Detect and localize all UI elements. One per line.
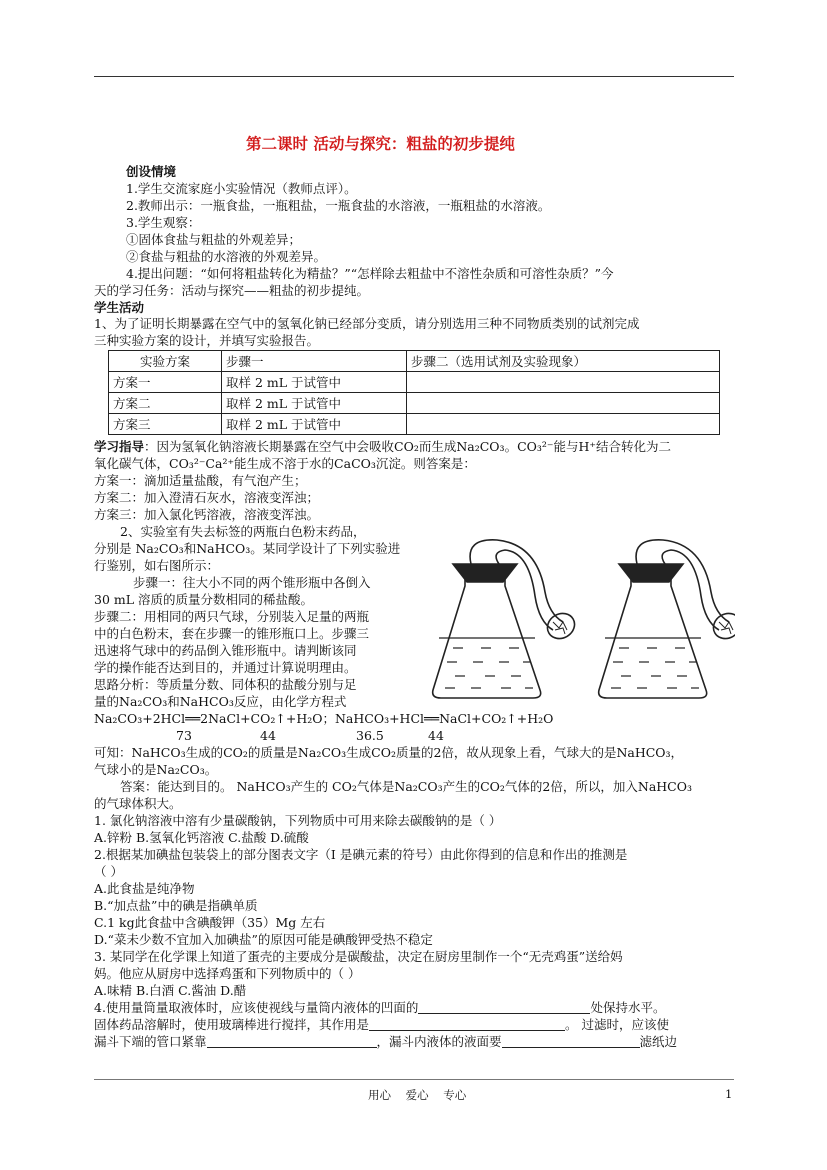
table-cell[interactable] bbox=[407, 414, 720, 435]
table-cell: 方案三 bbox=[109, 414, 222, 435]
chemical-equation: Na₂CO₃+2HCl══2NaCl+CO₂↑+H₂O；NaHCO₃+HCl══NaCl+CO₂↑+H₂O bbox=[94, 711, 554, 726]
question-2-line: 步骤一：往大小不同的两个锥形瓶中各倒入 bbox=[133, 575, 371, 590]
table-cell: 方案二 bbox=[109, 393, 222, 414]
equation-number: 44 bbox=[428, 728, 444, 743]
question-2-line: 迅速将气球中的药品倒入锥形瓶中。请判断该同 bbox=[94, 643, 357, 658]
mc-line: 3. 某同学在化学课上知道了蛋壳的主要成分是碳酸盐，决定在厨房里制作一个“无壳鸡蛋”送给妈 bbox=[94, 949, 623, 964]
flask-right bbox=[599, 540, 735, 698]
page-number: 1 bbox=[725, 1087, 733, 1101]
scenario-line-4: ①固体食盐与粗盐的外观差异； bbox=[126, 232, 302, 247]
question-2-line: 2、实验室有失去标签的两瓶白色粉末药品， bbox=[120, 524, 366, 539]
table-cell: 方案一 bbox=[109, 372, 222, 393]
mc-line: B.“加点盐”中的碘是指碘单质 bbox=[94, 898, 258, 913]
conclusion-line: 答案：能达到目的。 NaHCO₃产生的 CO₂气体是Na₂CO₃产生的CO₂气体的2倍，所以，加入NaHCO₃ bbox=[120, 779, 692, 794]
fill-text: 固体药品溶解时，使用玻璃棒进行搅拌，其作用是 bbox=[94, 1017, 370, 1032]
scenario-line-5: ②食盐与粗盐的水溶液的外观差异。 bbox=[126, 249, 327, 264]
equation-number: 44 bbox=[260, 728, 276, 743]
question-2-line: 行鉴别，如右图所示： bbox=[94, 558, 220, 573]
table-row bbox=[109, 414, 720, 435]
table-row bbox=[109, 372, 720, 393]
fill-text: ，漏斗内液体的液面要 bbox=[376, 1034, 502, 1049]
mc-line: C.1 kg此食盐中含碘酸钾（35）Mg 左右 bbox=[94, 915, 326, 930]
mc-line: D.“菜未少数不宜加入加碘盐”的原因可能是碘酸钾受热不稳定 bbox=[94, 932, 433, 947]
scenario-line-2: 2.教师出示：一瓶食盐，一瓶粗盐，一瓶食盐的水溶液，一瓶粗盐的水溶液。 bbox=[126, 198, 551, 213]
scenario-line-6: 4.提出问题：“如何将粗盐转化为精盐？”“怎样除去粗盐中不溶性杂质和可溶性杂质？”今 bbox=[126, 266, 614, 281]
question-2-line: 量的Na₂CO₃和NaHCO₃反应，由化学方程式 bbox=[94, 694, 347, 709]
fill-line-3 bbox=[94, 1033, 677, 1050]
question-2-line: 学的操作能否达到目的，并通过计算说明理由。 bbox=[94, 660, 357, 675]
fill-blank[interactable] bbox=[502, 1034, 640, 1048]
question-1-line-1: 1、为了证明长期暴露在空气中的氢氧化钠已经部分变质，请分别选用三种不同物质类别的试剂完成 bbox=[94, 316, 640, 331]
mc-line: 1. 氯化钠溶液中溶有少量碳酸钠，下列物质中可用来除去碳酸钠的是（ ） bbox=[94, 813, 502, 828]
fill-text: 处保持水平。 bbox=[590, 1000, 666, 1015]
fill-text: 4.使用量筒量取液体时，应该使视线与量筒内液体的凹面的 bbox=[94, 1000, 419, 1015]
question-2-line: 分别是 Na₂CO₃和NaHCO₃。某同学设计了下列实验进 bbox=[94, 541, 401, 556]
equation-number: 36.5 bbox=[356, 728, 384, 743]
table-cell[interactable] bbox=[407, 372, 720, 393]
flask-left bbox=[433, 540, 579, 698]
mc-line: A.味精 B.白酒 C.酱油 D.醋 bbox=[94, 983, 247, 998]
question-2-line: 中的白色粉末，套在步骤一的锥形瓶口上。步骤三 bbox=[94, 626, 370, 641]
table-header-row bbox=[109, 351, 720, 372]
fill-text: 滤纸边 bbox=[639, 1034, 678, 1049]
scenario-line-1: 1.学生交流家庭小实验情况（教师点评）。 bbox=[126, 181, 357, 196]
table-header-cell: 实验方案 bbox=[109, 351, 222, 372]
conclusion-line: 气球小的是Na₂CO₃。 bbox=[94, 762, 218, 777]
flask-balloon-figure bbox=[425, 530, 735, 710]
table-cell: 取样 2 mL 于试管中 bbox=[222, 414, 407, 435]
equation-number: 73 bbox=[176, 728, 192, 743]
guide-label: 学习指导 bbox=[94, 439, 145, 454]
footer-motto: 用心 爱心 专心 bbox=[368, 1088, 467, 1102]
guide-line-1 bbox=[94, 438, 671, 455]
fill-text: 。 过滤时，应该使 bbox=[565, 1017, 669, 1032]
mc-line: 妈。他应从厨房中选择鸡蛋和下列物质中的（ ） bbox=[94, 966, 361, 981]
section-heading-scenario: 创设情境 bbox=[126, 164, 177, 179]
fill-blank[interactable] bbox=[418, 1000, 590, 1014]
answer-1: 方案一：滴加适量盐酸，有气泡产生； bbox=[94, 473, 307, 488]
mc-line: A.锌粉 B.氢氧化钙溶液 C.盐酸 D.硫酸 bbox=[94, 830, 309, 845]
table-cell: 取样 2 mL 于试管中 bbox=[222, 393, 407, 414]
scenario-line-7: 天的学习任务：活动与探究——粗盐的初步提纯。 bbox=[94, 283, 370, 298]
conclusion-line: 可知：NaHCO₃生成的CO₂的质量是Na₂CO₃生成CO₂质量的2倍，故从现象上看，气球大的是NaHCO₃， bbox=[94, 745, 684, 760]
fill-line-2 bbox=[94, 1016, 669, 1033]
question-2-line: 30 mL 溶质的质量分数相同的稀盐酸。 bbox=[94, 592, 314, 607]
mc-line: （ ） bbox=[94, 864, 123, 879]
fill-text: 漏斗下端的管口紧靠 bbox=[94, 1034, 207, 1049]
fill-blank[interactable] bbox=[369, 1017, 565, 1031]
table-header-cell: 步骤二（选用试剂及实验现象） bbox=[407, 351, 720, 372]
answer-3: 方案三：加入氯化钙溶液，溶液变浑浊。 bbox=[94, 507, 320, 522]
header-rule bbox=[94, 76, 734, 77]
footer-rule bbox=[94, 1079, 734, 1080]
guide-line-2: 氧化碳气体，CO₃²⁻Ca²⁺能生成不溶于水的CaCO₃沉淀。则答案是： bbox=[94, 456, 476, 471]
table-cell: 取样 2 mL 于试管中 bbox=[222, 372, 407, 393]
fill-blank[interactable] bbox=[207, 1034, 377, 1048]
question-2-line: 思路分析：等质量分数、同体积的盐酸分别与足 bbox=[94, 677, 357, 692]
scenario-line-3: 3.学生观察： bbox=[126, 215, 201, 230]
conclusion-line: 的气球体积大。 bbox=[94, 796, 182, 811]
section-heading-activity: 学生活动 bbox=[94, 300, 145, 315]
experiment-table bbox=[108, 350, 720, 435]
question-1-line-2: 三种实验方案的设计，并填写实验报告。 bbox=[94, 333, 320, 348]
mc-line: A.此食盐是纯净物 bbox=[94, 881, 195, 896]
answer-2: 方案二：加入澄清石灰水，溶液变浑浊； bbox=[94, 490, 320, 505]
table-header-cell: 步骤一 bbox=[222, 351, 407, 372]
question-2-line: 步骤二：用相同的两只气球，分别装入足量的两瓶 bbox=[94, 609, 370, 624]
fill-line-1 bbox=[94, 999, 665, 1016]
mc-line: 2.根据某加碘盐包装袋上的部分图表文字（I 是碘元素的符号）由此你得到的信息和作出的推测是 bbox=[94, 847, 628, 862]
table-cell[interactable] bbox=[407, 393, 720, 414]
table-row bbox=[109, 393, 720, 414]
page-title: 第二课时 活动与探究：粗盐的初步提纯 bbox=[246, 135, 515, 153]
guide-text: ：因为氢氧化钠溶液长期暴露在空气中会吸收CO₂而生成Na₂CO₃。CO₃²⁻能与H⁺结合转化为二 bbox=[144, 439, 671, 454]
